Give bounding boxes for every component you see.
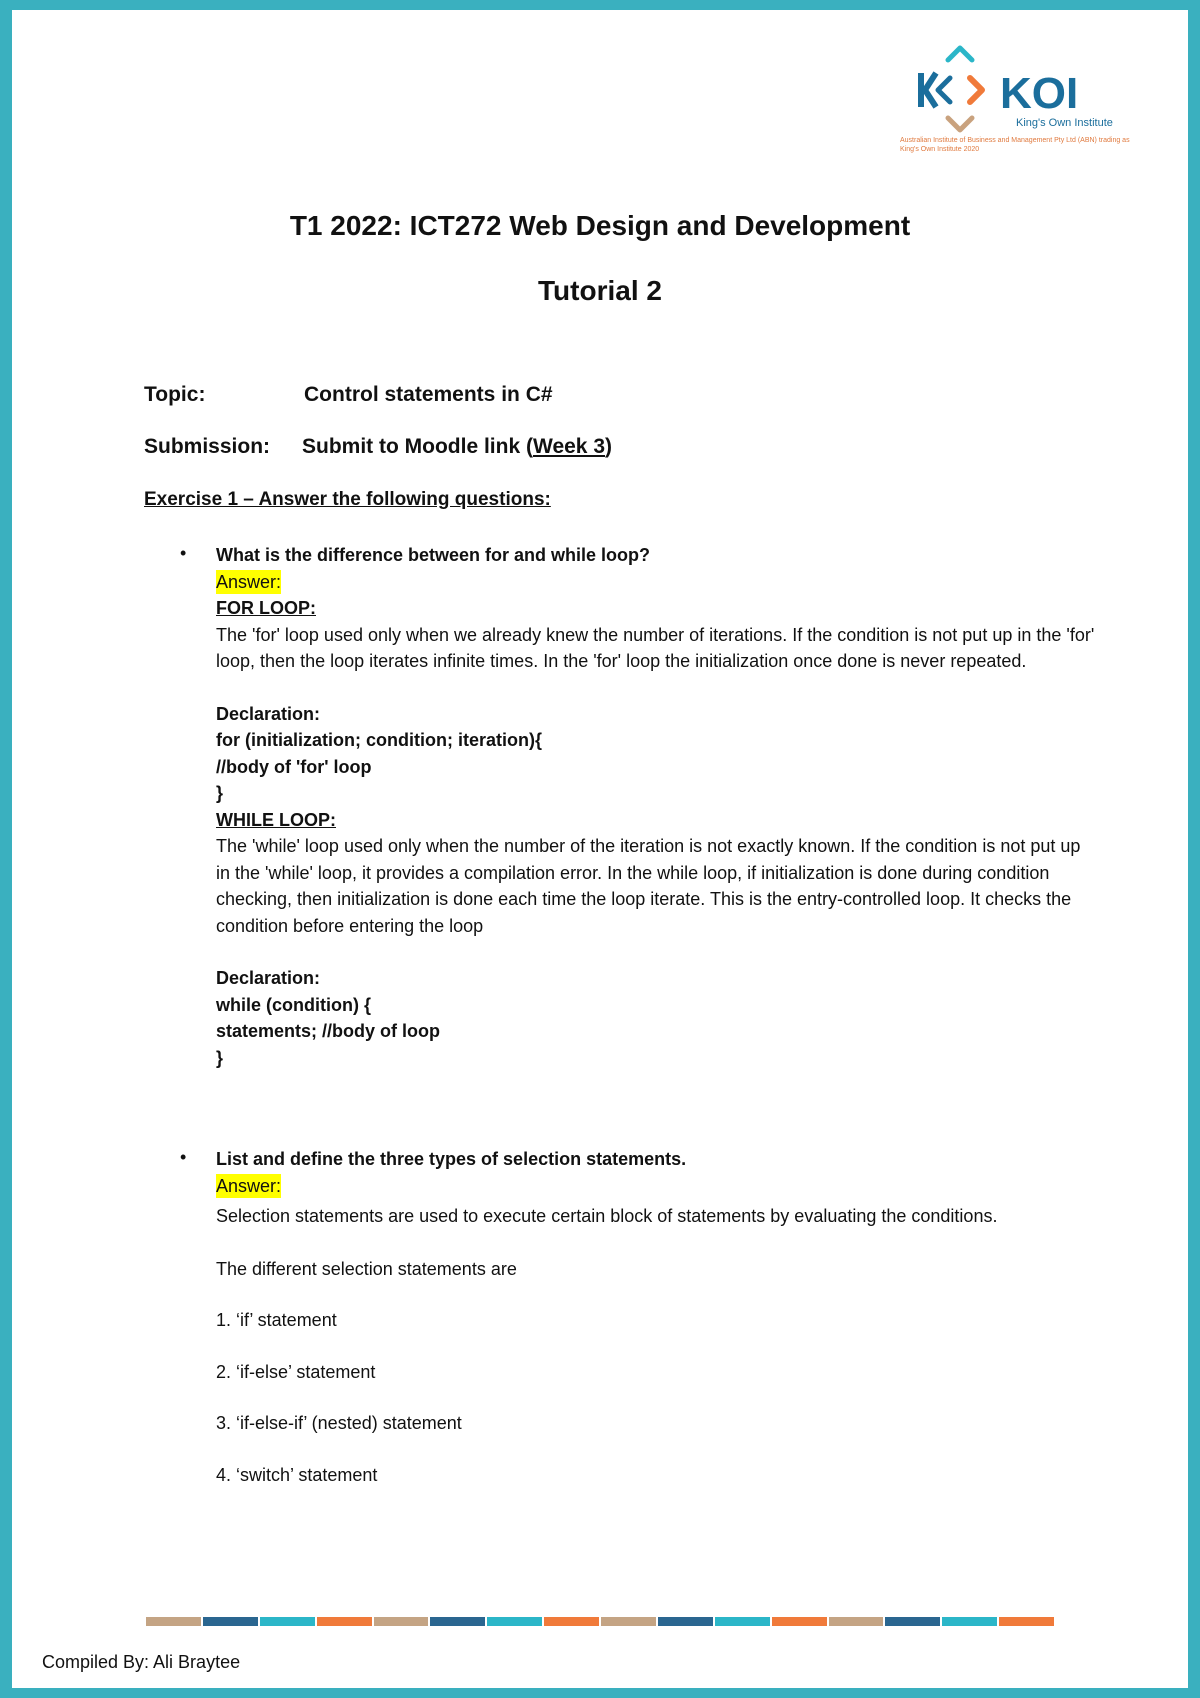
exercise-heading: Exercise 1 – Answer the following questions: — [144, 489, 551, 510]
selection-item-2: 2. ‘if-else’ statement — [216, 1361, 376, 1382]
footer-bar-segment — [487, 1617, 542, 1626]
footer-bar-segment — [658, 1617, 713, 1626]
footer-bar-segment — [942, 1617, 997, 1626]
for-loop-heading: FOR LOOP: — [216, 598, 316, 618]
for-decl-line-1: for (initialization; condition; iteration){ — [216, 730, 542, 750]
logo-tagline: King's Own Institute — [1016, 117, 1113, 129]
question-1: What is the difference between for and while loop? — [216, 545, 651, 565]
footer-bar-segment — [260, 1617, 315, 1626]
footer-bar-segment — [203, 1617, 258, 1626]
selection-intro: Selection statements are used to execute certain block of statements by evaluating the conditions. — [216, 1206, 998, 1226]
footer-bar-segment — [374, 1617, 429, 1626]
for-loop-text: The 'for' loop used only when we already knew the number of iterations. If the condition is not put up in the 'for' loop, then the loop iterates infinite times. In the 'for' loop the initialization once done is never repeated. — [216, 624, 1095, 671]
selection-item-1: 1. ‘if’ statement — [216, 1310, 337, 1330]
footer-bar-segment — [601, 1617, 656, 1626]
logo-legal-text: Australian Institute of Business and Management Pty Ltd (ABN) trading as King's Own Institute 2020 — [900, 137, 1130, 153]
for-decl-line-3: } — [216, 783, 224, 803]
topic-label: Topic: — [144, 383, 206, 406]
footer-bar-segment — [885, 1617, 940, 1626]
bullet-q2: • — [180, 1147, 187, 1167]
footer-bar-segment — [829, 1617, 884, 1626]
topic-row — [144, 383, 553, 407]
compiled-by: Compiled By: Ali Braytee — [42, 1652, 241, 1672]
footer-bar-segment — [999, 1617, 1054, 1626]
submission-value: Submit to Moodle link — [302, 435, 526, 458]
footer-bar-segment — [544, 1617, 599, 1626]
while-decl-label: Declaration: — [216, 968, 321, 988]
while-decl-line-3: } — [216, 1047, 224, 1068]
question-1-block — [216, 542, 1096, 1071]
for-decl-label: Declaration: — [216, 703, 321, 724]
submission-week-link[interactable]: Week 3 — [533, 435, 605, 458]
question-2: List and define the three types of selection statements. — [216, 1149, 687, 1169]
while-decl-line-2: statements; //body of loop — [216, 1021, 441, 1041]
for-decl-line-2: //body of 'for' loop — [216, 756, 372, 777]
footer-bar-segment — [772, 1617, 827, 1626]
submission-row — [144, 435, 612, 459]
selection-item-3: 3. ‘if-else-if’ (nested) statement — [216, 1413, 462, 1433]
footer-bar-segment — [317, 1617, 372, 1626]
logo-wordmark: KOI — [1000, 69, 1079, 118]
paren-open: ( — [526, 435, 533, 458]
topic-value: Control statements in C# — [304, 383, 553, 406]
submission-label: Submission: — [144, 435, 271, 458]
footer-bar-segment — [430, 1617, 485, 1626]
while-loop-text: The 'while' loop used only when the number of the iteration is not exactly known. If the condition is not put up in the 'while' loop, it provides a compilation error. In the while loop, if initialization is done during condition checking, then initialization is done each time the loop iterate. This is the entry-controlled loop. It checks the condition before entering the loop — [216, 836, 1081, 936]
selection-item-4: 4. ‘switch’ statement — [216, 1464, 378, 1485]
document-subtitle: Tutorial 2 — [538, 275, 662, 306]
footer-bar-segment — [715, 1617, 770, 1626]
paren-close: ) — [605, 435, 612, 458]
answer-label-1: Answer: — [216, 571, 282, 592]
answer-label-2: Answer: — [216, 1175, 282, 1196]
while-decl-line-1: while (condition) { — [216, 994, 371, 1015]
document-title: T1 2022: ICT272 Web Design and Development — [289, 210, 911, 241]
footer-bar-segment — [146, 1617, 201, 1626]
while-loop-heading: WHILE LOOP: — [216, 809, 336, 830]
selection-list-intro: The different selection statements are — [216, 1258, 517, 1279]
bullet-q1: • — [180, 543, 187, 563]
footer-color-bar — [146, 1617, 1056, 1626]
question-2-block — [216, 1146, 1096, 1488]
